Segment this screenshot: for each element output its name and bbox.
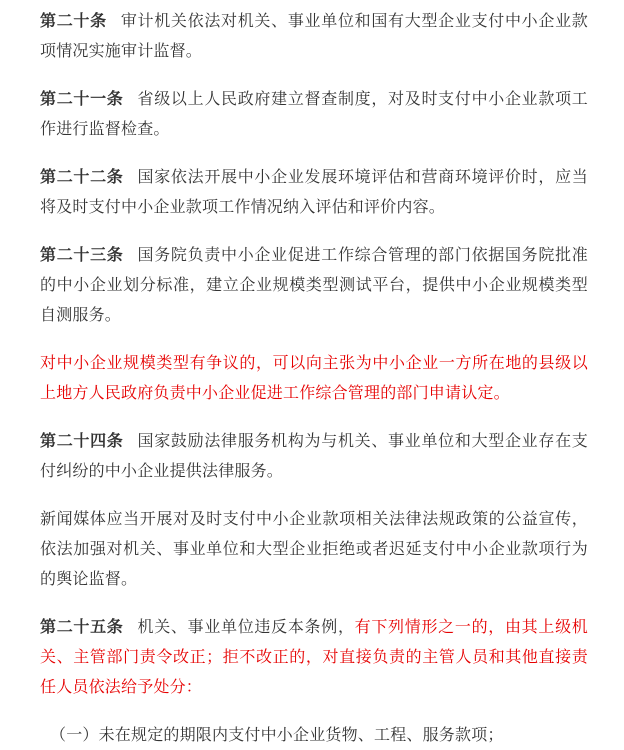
list-item: （一）未在规定的期限内支付中小企业货物、工程、服务款项； [50,725,504,744]
article-number: 第二十条 [40,11,107,30]
article-20 [40,6,588,66]
article-text: 机关、事业单位违反本条例， [137,617,355,636]
article-22 [40,162,588,222]
document-body [40,6,588,750]
article-24 [40,426,588,486]
article-21 [40,84,588,144]
article-text-highlight: 有下列情形之一的，由其上级机关、主管部门责令改正；拒不改正的，对直接负责的主管人员和其他直接责任人员依法给予处分： [40,617,588,696]
article-text: 国务院负责中小企业促进工作综合管理的部门依据国务院批准的中小企业划分标准，建立企业规模类型测试平台，提供中小企业规模类型自测服务。 [40,245,588,324]
article-text: 审计机关依法对机关、事业单位和国有大型企业支付中小企业款项情况实施审计监督。 [40,11,588,60]
article-number: 第二十二条 [40,167,124,186]
article-text: 省级以上人民政府建立督查制度，对及时支付中小企业款项工作进行监督检查。 [40,89,588,138]
article-number: 第二十三条 [40,245,124,264]
media-supervision-paragraph: 新闻媒体应当开展对及时支付中小企业款项相关法律法规政策的公益宣传，依法加强对机关、事业单位和大型企业拒绝或者迟延支付中小企业款项行为的舆论监督。 [40,509,588,588]
article-25 [40,612,588,702]
article-text: 国家鼓励法律服务机构为与机关、事业单位和大型企业存在支付纠纷的中小企业提供法律服务。 [40,431,588,480]
article-text: 国家依法开展中小企业发展环境评估和营商环境评价时，应当将及时支付中小企业款项工作情况纳入评估和评价内容。 [40,167,588,216]
article-23 [40,240,588,330]
article-23-dispute-paragraph: 对中小企业规模类型有争议的，可以向主张为中小企业一方所在地的县级以上地方人民政府负责中小企业促进工作综合管理的部门申请认定。 [40,353,588,402]
article-number: 第二十五条 [40,617,124,636]
article-number: 第二十四条 [40,431,124,450]
article-number: 第二十一条 [40,89,124,108]
